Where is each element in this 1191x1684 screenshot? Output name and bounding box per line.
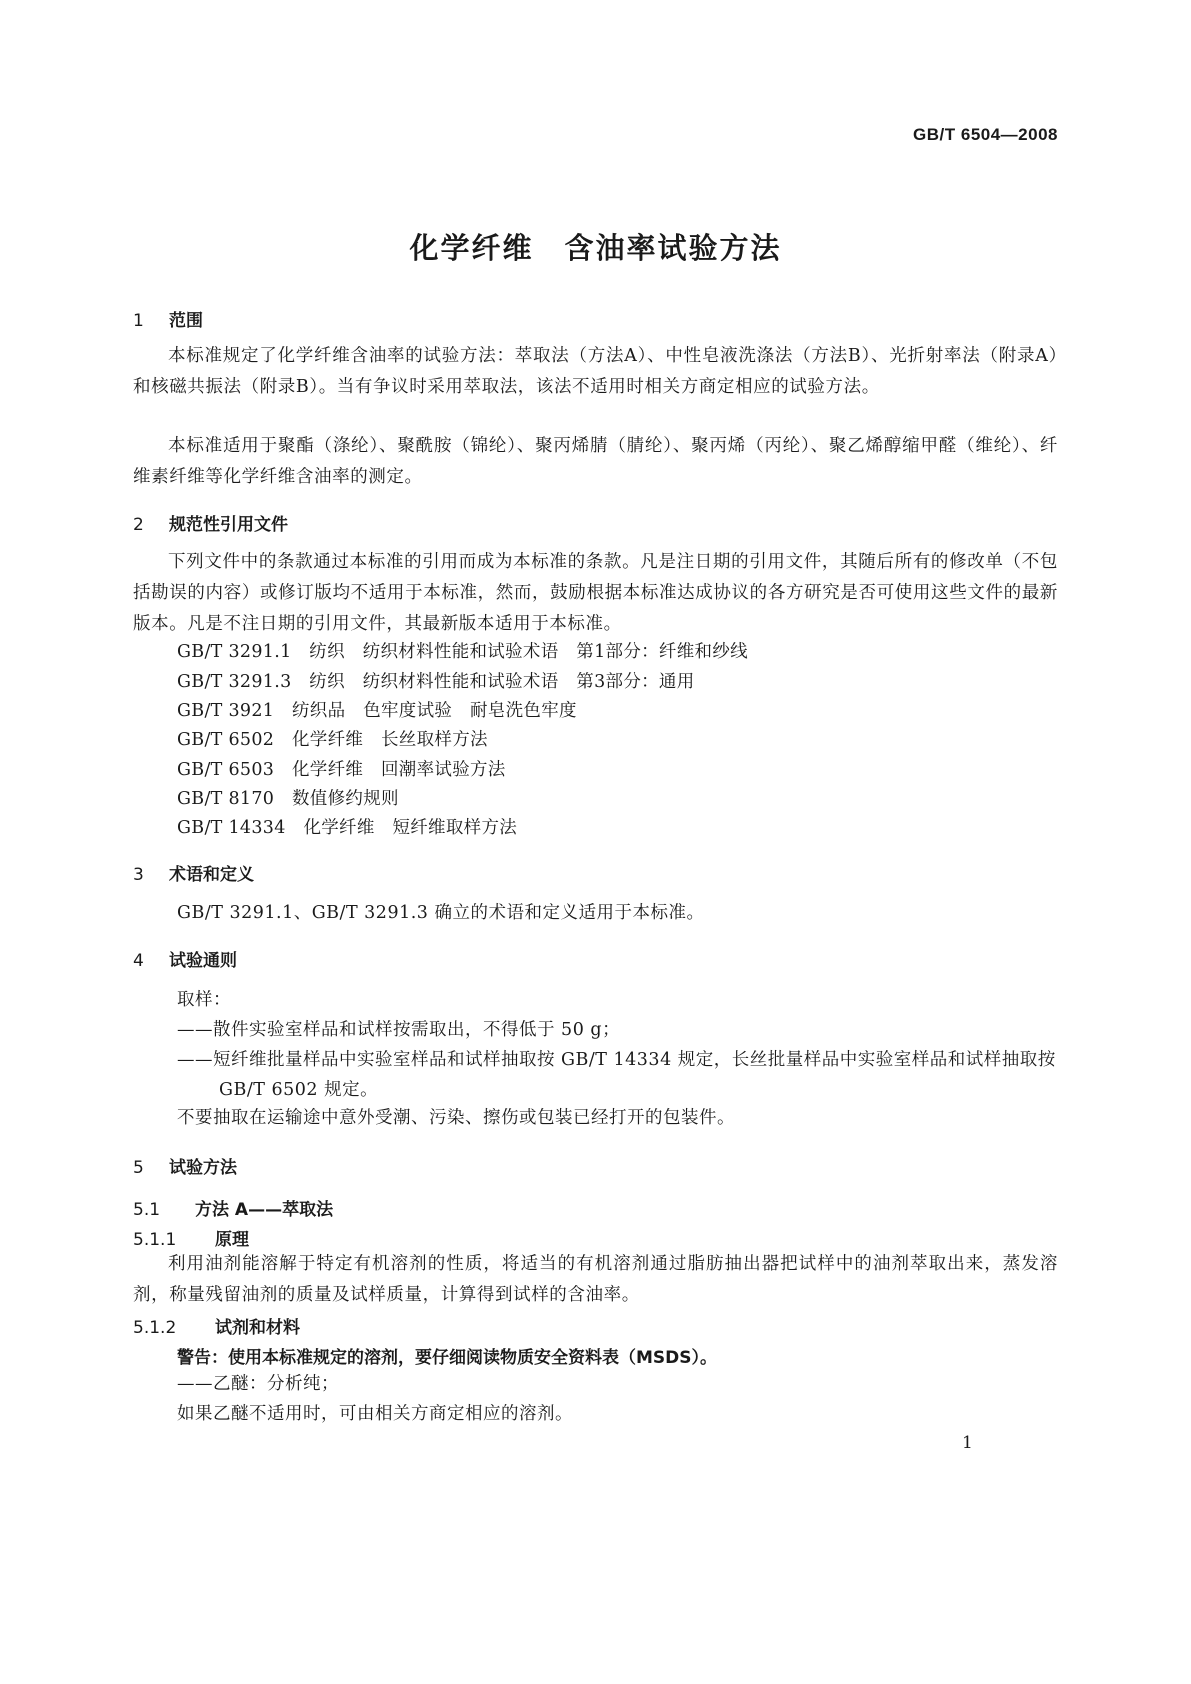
section-4-heading — [133, 946, 237, 971]
section-title: 范围 — [169, 311, 203, 331]
section-title: 术语和定义 — [169, 865, 254, 885]
reference-item: GB/T 3291.1 纺织 纺织材料性能和试验术语 第1部分：纤维和纱线 — [177, 642, 748, 662]
paragraph: 取样： — [177, 990, 231, 1010]
page-number: 1 — [962, 1433, 973, 1453]
section-number: 5.1.1 — [133, 1230, 177, 1250]
section-number: 5.1.2 — [133, 1318, 177, 1338]
section-title: 原理 — [215, 1230, 249, 1250]
subsection-5-1-2-heading — [133, 1313, 300, 1338]
section-title: 试验通则 — [169, 951, 237, 971]
document-title: 化学纤维 含油率试验方法 — [409, 231, 782, 265]
paragraph: 下列文件中的条款通过本标准的引用而成为本标准的条款。凡是注日期的引用文件，其随后所有的修改单（不包括勘误的内容）或修订版均不适用于本标准，然而，鼓励根据本标准达成协议的各方研究是否可使用这些文件的最新版本。凡是不注日期的引用文件，其最新版本适用于本标准。 — [133, 552, 1058, 634]
warning-text: 警告：使用本标准规定的溶剂，要仔细阅读物质安全资料表（MSDS）。 — [177, 1348, 718, 1368]
subsection-5-1-heading — [133, 1195, 333, 1220]
paragraph: 本标准规定了化学纤维含油率的试验方法：萃取法（方法A）、中性皂液洗涤法（方法B）、光折射率法（附录A）和核磁共振法（附录B）。当有争议时采用萃取法，该法不适用时相关方商定相应的试验方法。 — [133, 346, 1058, 397]
paragraph: 本标准适用于聚酯（涤纶）、聚酰胺（锦纶）、聚丙烯腈（腈纶）、聚丙烯（丙纶）、聚乙烯醇缩甲醛（维纶）、纤维素纤维等化学纤维含油率的测定。 — [133, 436, 1058, 487]
reference-item: GB/T 14334 化学纤维 短纤维取样方法 — [177, 818, 518, 838]
section-number: 4 — [133, 951, 144, 971]
section-title: 试验方法 — [169, 1158, 237, 1178]
reference-item: GB/T 3921 纺织品 色牢度试验 耐皂洗色牢度 — [177, 701, 577, 721]
paragraph: 不要抽取在运输途中意外受潮、污染、擦伤或包装已经打开的包装件。 — [177, 1108, 735, 1128]
section-number: 5 — [133, 1158, 144, 1178]
reference-item: GB/T 6503 化学纤维 回潮率试验方法 — [177, 760, 506, 780]
reference-item: GB/T 8170 数值修约规则 — [177, 789, 399, 809]
section-title: 规范性引用文件 — [169, 515, 288, 535]
list-item: ——散件实验室样品和试样按需取出，不得低于 50 g； — [177, 1020, 621, 1040]
section-5-heading — [133, 1153, 237, 1178]
standard-number: GB/T 6504—2008 — [913, 125, 1058, 144]
list-item: ——乙醚：分析纯； — [177, 1374, 339, 1394]
section-number: 2 — [133, 515, 144, 535]
list-item: ——短纤维批量样品中实验室样品和试样抽取按 GB/T 14334 规定，长丝批量样品中实验室样品和试样抽取按 GB/T 6502 规定。 — [177, 1050, 1056, 1100]
section-number: 3 — [133, 865, 144, 885]
section-number: 5.1 — [133, 1200, 161, 1220]
section-1-heading — [133, 306, 203, 331]
section-2-heading — [133, 510, 288, 535]
paragraph: GB/T 3291.1、GB/T 3291.3 确立的术语和定义适用于本标准。 — [177, 903, 705, 923]
reference-item: GB/T 6502 化学纤维 长丝取样方法 — [177, 730, 488, 750]
section-3-heading — [133, 860, 254, 885]
section-number: 1 — [133, 311, 144, 331]
section-title: 试剂和材料 — [215, 1318, 300, 1338]
section-title: 方法 A——萃取法 — [195, 1200, 334, 1220]
paragraph: 利用油剂能溶解于特定有机溶剂的性质，将适当的有机溶剂通过脂肪抽出器把试样中的油剂萃取出来，蒸发溶剂，称量残留油剂的质量及试样质量，计算得到试样的含油率。 — [133, 1254, 1058, 1305]
subsection-5-1-1-heading — [133, 1225, 249, 1250]
reference-item: GB/T 3291.3 纺织 纺织材料性能和试验术语 第3部分：通用 — [177, 672, 695, 692]
paragraph: 如果乙醚不适用时，可由相关方商定相应的溶剂。 — [177, 1404, 573, 1424]
